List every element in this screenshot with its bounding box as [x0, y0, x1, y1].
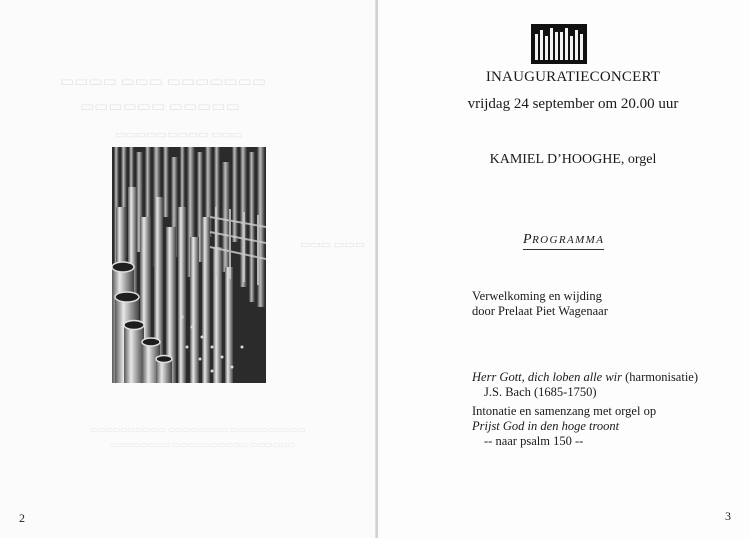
- programme-heading-rest: ROGRAMMA: [532, 234, 605, 246]
- organ-pipes-illustration: [112, 147, 266, 383]
- page-number-right: 3: [725, 509, 731, 523]
- programme-heading-initial: P: [523, 232, 533, 247]
- programme-item-intonatie-title: Prijst God in den hoge troont: [472, 419, 620, 433]
- concert-title: INAUGURATIECONCERT: [485, 69, 661, 85]
- bleed-through-text: ▭▭▭▭▭▭▭▭▭ ▭▭▭: [115, 129, 243, 141]
- bleed-through-text: ▭▭▭▭ ▭▭▭ ▭▭▭▭▭▭▭: [60, 74, 266, 90]
- bleed-through-text: ▭▭▭▭▭▭ ▭▭▭▭▭: [80, 99, 240, 115]
- bach-work-title: Herr Gott, dich loben alle wir: [472, 370, 622, 384]
- organ-pipes-logo-icon: [531, 24, 587, 64]
- programme-heading: [523, 232, 604, 250]
- performer-name: KAMIEL D’HOOGHE, orgel: [489, 152, 657, 167]
- page-number-left: 2: [19, 511, 25, 525]
- concert-date: vrijdag 24 september om 20.00 uur: [467, 96, 679, 112]
- bach-work-note: (harmonisatie): [622, 370, 699, 384]
- programme-item-intonatie-line1: Intonatie en samenzang met orgel op: [472, 404, 657, 418]
- bleed-through-text: ▭▭▭ ▭▭▭: [300, 239, 366, 251]
- bleed-through-text: ▭▭▭▭▭▭▭▭ ▭▭▭▭▭▭▭▭▭▭ ▭▭▭▭▭▭: [110, 440, 296, 449]
- organ-pipes-photo: [112, 147, 266, 383]
- programme-item-welcome-line2: door Prelaat Piet Wagenaar: [472, 304, 608, 318]
- programme-item-bach-composer: J.S. Bach (1685-1750): [484, 385, 597, 399]
- programme-item-bach-work: [472, 370, 698, 385]
- programme-item-intonatie-psalm: -- naar psalm 150 --: [484, 434, 584, 448]
- programme-item-welcome-line1: Verwelkoming en wijding: [472, 289, 602, 303]
- bleed-through-text: ▭▭▭▭▭▭▭▭▭▭ ▭▭▭▭▭▭▭▭ ▭▭▭▭▭▭▭▭▭▭: [90, 425, 306, 434]
